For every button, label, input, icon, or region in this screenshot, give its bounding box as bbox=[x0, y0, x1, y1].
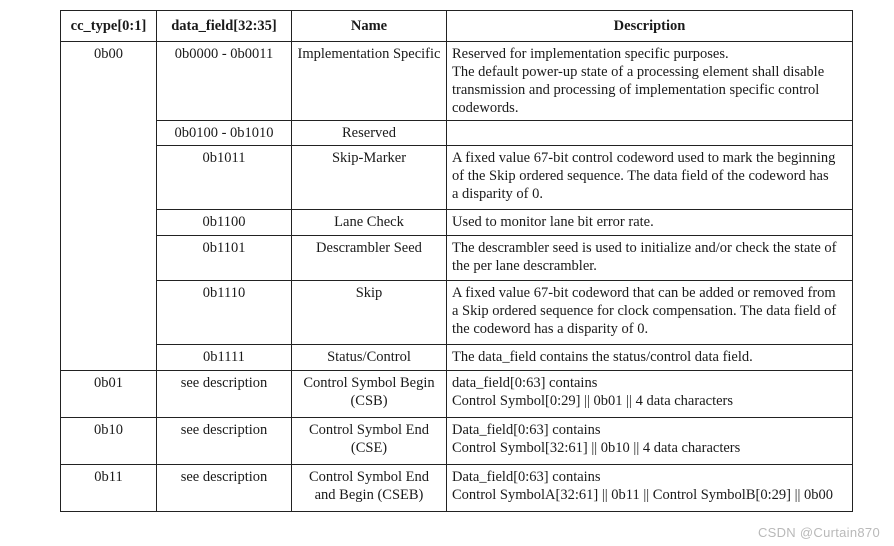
description-line: The data_field contains the status/control data field. bbox=[452, 349, 753, 365]
description-cell bbox=[447, 281, 853, 345]
table-row bbox=[61, 121, 853, 146]
data-field-cell: 0b1011 bbox=[157, 146, 292, 210]
description-line: The default power-up state of a processing element shall disable bbox=[452, 64, 825, 80]
table-row bbox=[61, 371, 853, 418]
description-line: A fixed value 67-bit control codeword used to mark the beginning bbox=[452, 150, 836, 166]
description-line: A fixed value 67-bit codeword that can be added or removed from bbox=[452, 285, 836, 301]
description-line: the per lane descrambler. bbox=[452, 258, 597, 274]
data-field-cell: 0b0000 - 0b0011 bbox=[157, 42, 292, 121]
description-line: Used to monitor lane bit error rate. bbox=[452, 214, 654, 230]
header-data-field: data_field[32:35] bbox=[157, 11, 292, 42]
description-cell bbox=[447, 345, 853, 371]
name-cell: Skip bbox=[292, 281, 447, 345]
table-row bbox=[61, 236, 853, 281]
name-cell: Status/Control bbox=[292, 345, 447, 371]
name-cell: Implementation Specific bbox=[292, 42, 447, 121]
cc-type-cell: 0b00 bbox=[61, 42, 157, 371]
cc-type-cell: 0b11 bbox=[61, 465, 157, 512]
description-line: of the Skip ordered sequence. The data field of the codeword has bbox=[452, 168, 829, 184]
name-cell: Control Symbol End and Begin (CSEB) bbox=[292, 465, 447, 512]
table-row bbox=[61, 418, 853, 465]
table-row bbox=[61, 42, 853, 121]
header-description: Description bbox=[447, 11, 853, 42]
description-cell bbox=[447, 121, 853, 146]
name-cell: Lane Check bbox=[292, 210, 447, 236]
description-line: transmission and processing of implementation specific control bbox=[452, 82, 820, 98]
table-row bbox=[61, 465, 853, 512]
description-line: codewords. bbox=[452, 100, 519, 116]
cc-type-cell: 0b01 bbox=[61, 371, 157, 418]
description-line: a Skip ordered sequence for clock compensation. The data field of bbox=[452, 303, 837, 319]
name-cell: Control Symbol Begin (CSB) bbox=[292, 371, 447, 418]
description-line: The descrambler seed is used to initialize and/or check the state of bbox=[452, 240, 837, 256]
data-field-cell: 0b1110 bbox=[157, 281, 292, 345]
description-line: data_field[0:63] contains bbox=[452, 375, 598, 391]
name-cell: Reserved bbox=[292, 121, 447, 146]
description-cell bbox=[447, 146, 853, 210]
table-row bbox=[61, 210, 853, 236]
description-line: the codeword has a disparity of 0. bbox=[452, 321, 649, 337]
cc-type-cell: 0b10 bbox=[61, 418, 157, 465]
description-line: Control SymbolA[32:61] || 0b11 || Control SymbolB[0:29] || 0b00 bbox=[452, 487, 834, 503]
data-field-cell: 0b1100 bbox=[157, 210, 292, 236]
data-field-cell: see description bbox=[157, 371, 292, 418]
description-cell bbox=[447, 465, 853, 512]
description-cell bbox=[447, 418, 853, 465]
name-cell: Descrambler Seed bbox=[292, 236, 447, 281]
header-row bbox=[61, 11, 853, 42]
header-name: Name bbox=[292, 11, 447, 42]
name-cell: Control Symbol End (CSE) bbox=[292, 418, 447, 465]
table-row bbox=[61, 345, 853, 371]
table-row bbox=[61, 281, 853, 345]
table-row bbox=[61, 146, 853, 210]
description-line: Data_field[0:63] contains bbox=[452, 469, 601, 485]
data-field-cell: 0b1101 bbox=[157, 236, 292, 281]
description-line: Reserved for implementation specific purposes. bbox=[452, 46, 729, 62]
description-cell bbox=[447, 210, 853, 236]
data-field-cell: see description bbox=[157, 465, 292, 512]
description-line: Control Symbol[0:29] || 0b01 || 4 data characters bbox=[452, 393, 734, 409]
header-cc-type: cc_type[0:1] bbox=[61, 11, 157, 42]
description-line: Control Symbol[32:61] || 0b10 || 4 data characters bbox=[452, 440, 741, 456]
description-cell bbox=[447, 371, 853, 418]
name-cell: Skip-Marker bbox=[292, 146, 447, 210]
data-field-cell: 0b0100 - 0b1010 bbox=[157, 121, 292, 146]
description-line: a disparity of 0. bbox=[452, 186, 544, 202]
description-cell bbox=[447, 236, 853, 281]
data-field-cell: 0b1111 bbox=[157, 345, 292, 371]
watermark: CSDN @Curtain870 bbox=[757, 525, 880, 540]
description-cell bbox=[447, 42, 853, 121]
control-codeword-table bbox=[60, 10, 853, 512]
description-line: Data_field[0:63] contains bbox=[452, 422, 601, 438]
data-field-cell: see description bbox=[157, 418, 292, 465]
